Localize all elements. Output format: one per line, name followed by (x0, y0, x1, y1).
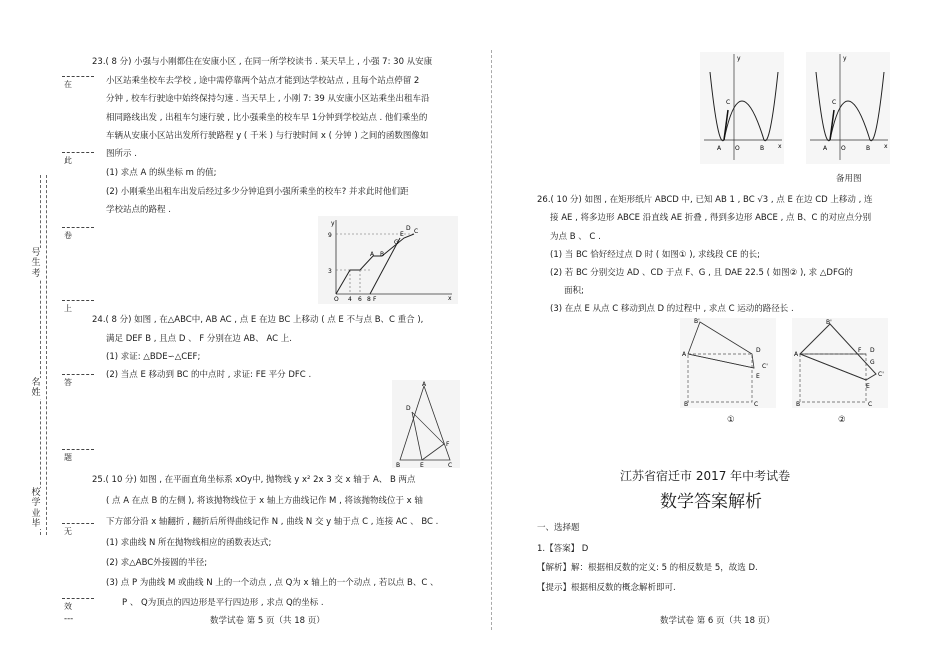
q26-part2: (2) 若 BC 分别交边 AD 、CD 于点 F、G , 且 DAE 22.5 ( 如图② ), 求 △DFG的 (550, 268, 853, 278)
q24-triangle-figure (392, 380, 460, 468)
fig23-point-f: F (373, 296, 377, 303)
side-mark-6: 题 (62, 449, 94, 450)
fig-q26-1-point-cprime: C' (762, 363, 768, 370)
fig-q26-1-point-b: B (684, 401, 689, 408)
hint-1: 【提示】根据相反数的概念解析即可. (537, 583, 676, 593)
q25-part1: (1) 求曲线 N 所在抛物线相应的函数表达式; (106, 538, 272, 548)
fig23-x-label: x (448, 295, 452, 302)
fig-q26-1-point-bprime: B' (694, 318, 700, 325)
side-end-mark: --- (64, 614, 74, 624)
fig-q26-2-point-c: C (868, 401, 873, 408)
fig-caption-1: ① (727, 415, 735, 425)
side-mark-4: 上 (62, 300, 94, 301)
fig2-point-a: A (823, 145, 828, 152)
q26-part2-cont: 面积; (564, 286, 584, 296)
fig23-tick-6: 6 (358, 296, 362, 303)
fig-q26-2-point-e: E (866, 383, 870, 390)
q23-line6: 图所示 . (106, 149, 137, 159)
fig2-x-label: x (884, 143, 888, 150)
fig23-y-label: y (331, 220, 335, 227)
school-label: 校 学 业 毕 (31, 488, 41, 530)
fig23-origin: O (334, 296, 339, 303)
fig24-point-e: E (420, 462, 424, 468)
fig23-point-d: D (406, 225, 411, 232)
fig-q26-1-point-d: D (756, 347, 761, 354)
parabola-backup-figure-1 (700, 52, 784, 164)
q23-line4: 相同路线出发 , 出租车匀速行驶 , 比小强乘坐的校车早 1分钟到学校站点 . 他们乘坐的 (106, 113, 428, 123)
q23-part2: (2) 小刚乘坐出租车出发后经过多少分钟追到小强所乘坐的校车? 并求此时他们距 (106, 187, 409, 197)
parabola-backup-figure-2 (806, 52, 890, 164)
fig23-tick-4: 4 (348, 296, 352, 303)
fig1-y-label: y (737, 55, 741, 62)
fig1-origin: O (735, 145, 740, 152)
left-page-footer: 数学试卷 第 5 页（共 18 页） (210, 616, 325, 626)
q26-line2: 接 AE , 将多边形 ABCE 沿直线 AE 折叠 , 得到多边形 ABCE , 点 B、C 的对应点分别 (550, 213, 872, 223)
side-mark-8: 效 (62, 598, 94, 599)
q24-line2: 满足 DEF B , 且点 D 、 F 分别在边 AB、 AC 上. (106, 334, 292, 344)
fig-caption-2: ② (838, 415, 846, 425)
fig1-point-c: C (726, 99, 731, 106)
fig-q26-1-point-e: E (756, 373, 760, 380)
fig23-tick-3: 3 (328, 268, 332, 275)
side-mark-5: 答 (62, 374, 94, 375)
q24-part1: (1) 求证: △BDE∽△CEF; (106, 352, 201, 362)
fig23-point-c: C (414, 228, 419, 235)
backup-figure-caption: 备用图 (836, 174, 862, 184)
fig-q26-2-point-bprime: B' (826, 319, 832, 326)
fig2-y-label: y (843, 55, 847, 62)
q26-part3: (3) 在点 E 从点 C 移动到点 D 的过程中 , 求点 C 运动的路径长 . (550, 304, 794, 314)
side-mark-2: 此 (62, 152, 94, 153)
q23-function-graph (318, 216, 458, 304)
fig1-point-b: B (760, 145, 765, 152)
q26-part1: (1) 当 BC 恰好经过点 D 时 ( 如图① ), 求线段 CE 的长; (550, 250, 761, 260)
fig24-point-c: C (448, 462, 453, 468)
q26-figure-1 (680, 318, 776, 408)
q23-part1: (1) 求点 A 的纵坐标 m 的值; (106, 168, 217, 178)
q25-line2: ( 点 A 在点 B 的左侧 ), 将该抛物线位于 x 轴上方曲线记作 M , 将该抛物线位于 x 轴 (106, 496, 423, 506)
q24-line1: 24.( 8 分) 如图 , 在△ABC中, AB AC , 点 E 在边 BC 上移动 ( 点 E 不与点 B、C 重合 ), (92, 315, 424, 325)
fig23-point-g: G (394, 239, 399, 246)
answer-title: 数学答案解析 (660, 492, 762, 512)
fig-q26-2-point-b: B (796, 401, 801, 408)
q25-line3: 下方部分沿 x 轴翻折 , 翻折后所得曲线记作 N , 曲线 N 交 y 轴于点 C , 连接 AC 、 BC . (106, 517, 439, 527)
fig1-x-label: x (778, 143, 782, 150)
fig23-tick-9: 9 (328, 232, 332, 239)
q23-line5: 车辆从安康小区站出发所行驶路程 y ( 千米 ) 与行驶时间 x ( 分钟 ) 之间的函数图像如 (106, 131, 429, 141)
binding-line (40, 175, 41, 535)
q23-line3: 分钟 , 校车行驶途中始终保持匀速 . 当天早上 , 小刚 7: 39 从安康小区站乘坐出租车沿 (106, 94, 430, 104)
q26-line3: 为点 B 、 C . (550, 232, 601, 242)
exam-number-label: 号 生 考 (31, 248, 41, 279)
right-page-footer: 数学试卷 第 6 页（共 18 页） (660, 616, 775, 626)
fig-q26-1-point-a: A (682, 351, 687, 358)
answer-1: 1.【答案】 D (537, 544, 589, 554)
fig2-point-b: B (866, 145, 871, 152)
name-label: 名 姓 (31, 378, 41, 399)
q25-part2: (2) 求△ABC外接圆的半径; (106, 558, 208, 568)
fig-q26-2-point-g: G (870, 359, 875, 366)
q24-part2: (2) 当点 E 移动到 BC 的中点时 , 求证: FE 平分 DFC . (106, 370, 312, 380)
side-mark-3: 卷 (62, 227, 94, 228)
exam-title: 江苏省宿迁市 2017 年中考试卷 (620, 469, 791, 483)
q26-figure-2 (792, 318, 888, 408)
fig23-tick-8: 8 (367, 296, 371, 303)
q23-part2-cont: 学校站点的路程 . (106, 205, 171, 215)
fig2-point-c: C (832, 99, 837, 106)
fig24-point-f: F (446, 441, 450, 448)
q25-part3-cont: P 、 Q为顶点的四边形是平行四边形 , 求点 Q的坐标 . (122, 598, 324, 608)
fig23-point-b: B (380, 251, 385, 258)
fig24-point-b: B (396, 462, 401, 468)
section-heading: 一、选择题 (537, 523, 580, 533)
fig-q26-1-point-c: C (754, 401, 759, 408)
fig23-point-a: A (370, 251, 375, 258)
q25-part3: (3) 点 P 为曲线 M 或曲线 N 上的一个动点 , 点 Q为 x 轴上的一个动点 , 若以点 B、C 、 (106, 578, 439, 588)
fig23-point-e: E (400, 231, 404, 238)
fig-q26-2-point-f: F (858, 347, 862, 354)
fig-q26-2-point-d: D (870, 347, 875, 354)
fig-q26-2-point-a: A (794, 351, 799, 358)
analysis-1: 【解析】解：根据相反数的定义: 5 的相反数是 5，故选 D. (537, 563, 758, 573)
binding-line-inner (46, 175, 47, 535)
fig1-point-a: A (717, 145, 722, 152)
side-mark-7: 无 (62, 523, 94, 524)
q25-line1: 25.( 10 分) 如图 , 在平面直角坐标系 xOy中, 抛物线 y x² 2x 3 交 x 轴于 A、 B 两点 (92, 475, 416, 485)
q26-line1: 26.( 10 分) 如图 , 在矩形纸片 ABCD 中, 已知 AB 1 , BC √3 , 点 E 在边 CD 上移动 , 连 (537, 195, 873, 205)
fig24-point-a: A (422, 381, 427, 388)
fig-q26-2-point-cprime: C' (878, 371, 884, 378)
fig24-point-d: D (406, 405, 411, 412)
fig2-origin: O (841, 145, 846, 152)
page-divider (491, 50, 492, 630)
side-mark-1: 在 (62, 76, 94, 77)
q23-line2: 小区站乘坐校车去学校 , 途中需停靠两个站点才能到达学校站点 , 且每个站点停留 2 (106, 76, 420, 86)
q23-line1: 23.( 8 分) 小强与小刚都住在安康小区 , 在同一所学校读书 . 某天早上 , 小强 7: 30 从安康 (92, 57, 433, 67)
